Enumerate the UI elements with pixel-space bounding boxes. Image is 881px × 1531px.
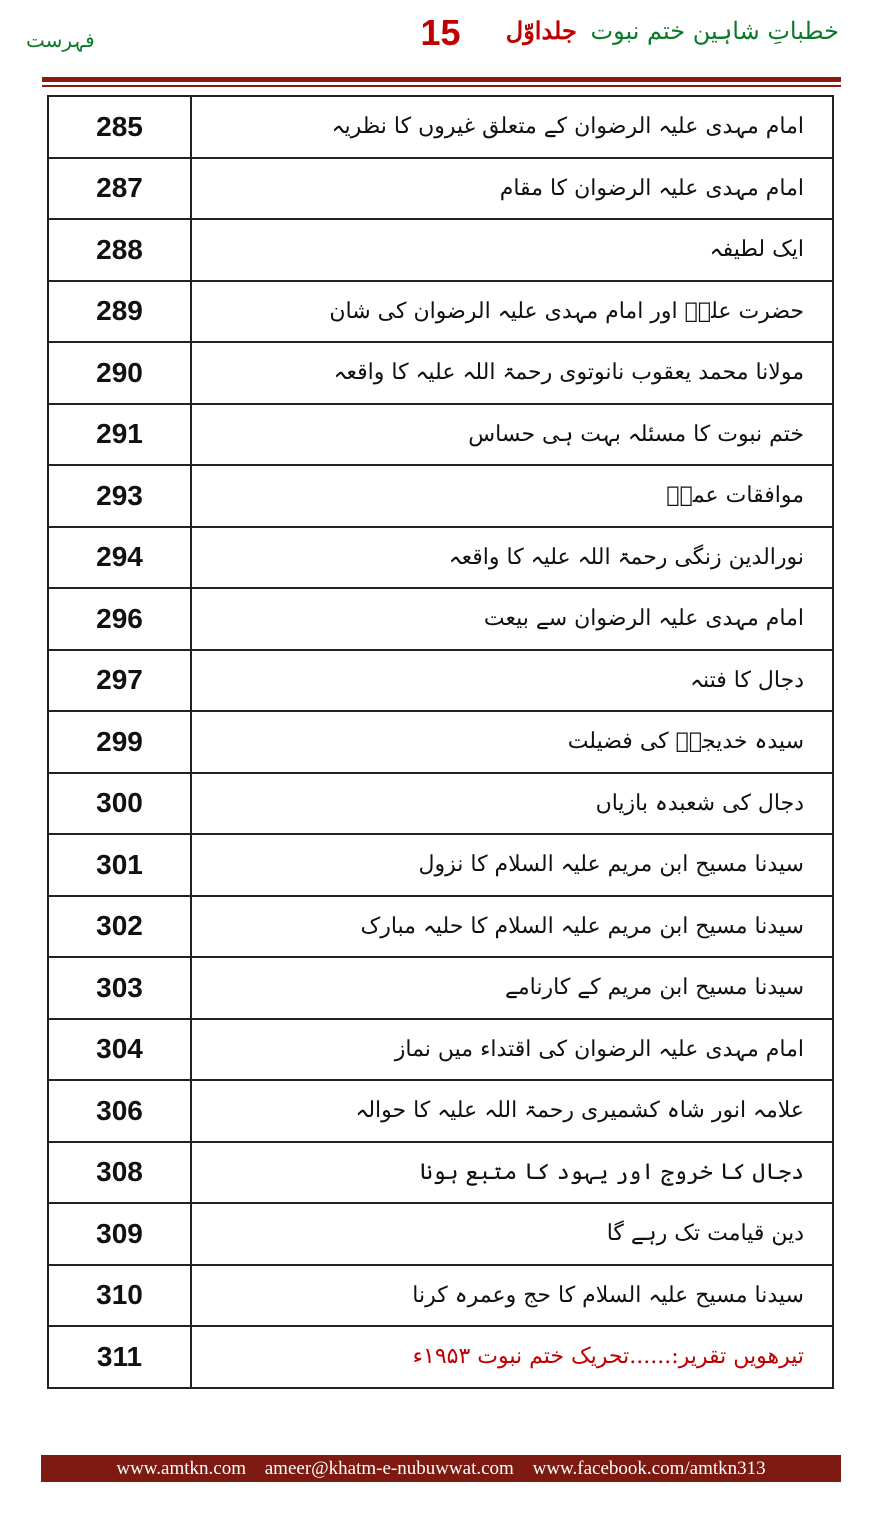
toc-page-number: 297 bbox=[48, 650, 191, 712]
toc-entry-title: دین قیامت تک رہے گا bbox=[191, 1203, 833, 1265]
table-row[interactable] bbox=[48, 1142, 833, 1204]
toc-page-number: 296 bbox=[48, 588, 191, 650]
table-row[interactable] bbox=[48, 1203, 833, 1265]
table-row[interactable] bbox=[48, 773, 833, 835]
book-title-text: خطباتِ شاہین ختم نبوت bbox=[590, 17, 839, 45]
toc-entry-title: حضرت علیؓ اور امام مہدی علیہ الرضوان کی شان bbox=[191, 281, 833, 343]
table-row[interactable] bbox=[48, 96, 833, 158]
header-divider bbox=[42, 77, 841, 82]
toc-page-number: 309 bbox=[48, 1203, 191, 1265]
toc-entry-title: دجال کا خروج اور یہود کا متبع ہونا bbox=[191, 1142, 833, 1204]
toc-page-number: 293 bbox=[48, 465, 191, 527]
toc-entry-title: سیدنا مسیح ابن مریم علیہ السلام کا حلیہ مبارک bbox=[191, 896, 833, 958]
table-row[interactable] bbox=[48, 527, 833, 589]
toc-entry-title: امام مہدی علیہ الرضوان سے بیعت bbox=[191, 588, 833, 650]
table-row[interactable] bbox=[48, 1326, 833, 1388]
table-row[interactable] bbox=[48, 650, 833, 712]
toc-entry-title: دجال کا فتنہ bbox=[191, 650, 833, 712]
table-row[interactable] bbox=[48, 465, 833, 527]
table-row[interactable] bbox=[48, 1019, 833, 1081]
table-row[interactable] bbox=[48, 957, 833, 1019]
toc-entry-title: نورالدین زنگی رحمۃ اللہ علیہ کا واقعہ bbox=[191, 527, 833, 589]
toc-page-number: 294 bbox=[48, 527, 191, 589]
table-row[interactable] bbox=[48, 711, 833, 773]
toc-entry-title: سیدہ خدیجہؓ کی فضیلت bbox=[191, 711, 833, 773]
toc-page-number: 287 bbox=[48, 158, 191, 220]
toc-page-number: 311 bbox=[48, 1326, 191, 1388]
toc-page-number: 304 bbox=[48, 1019, 191, 1081]
section-title: فہرست bbox=[26, 28, 95, 52]
page-number: 15 bbox=[420, 12, 461, 53]
volume-label: جلداوّل bbox=[505, 16, 577, 45]
table-row[interactable] bbox=[48, 219, 833, 281]
toc-page-number: 310 bbox=[48, 1265, 191, 1327]
facebook-link[interactable]: www.facebook.com/amtkn313 bbox=[532, 1458, 766, 1479]
table-row[interactable] bbox=[48, 896, 833, 958]
toc-page-number: 308 bbox=[48, 1142, 191, 1204]
toc-page-number: 302 bbox=[48, 896, 191, 958]
table-row[interactable] bbox=[48, 281, 833, 343]
toc-entry-title: علامہ انور شاہ کشمیری رحمۃ اللہ علیہ کا حوالہ bbox=[191, 1080, 833, 1142]
table-row[interactable] bbox=[48, 404, 833, 466]
toc-page-number: 299 bbox=[48, 711, 191, 773]
toc-entry-title: ایک لطیفہ bbox=[191, 219, 833, 281]
email-link[interactable]: ameer@khatm-e-nubuwwat.com bbox=[264, 1458, 514, 1479]
table-row[interactable] bbox=[48, 1080, 833, 1142]
toc-entry-title: تیرھویں تقریر:......تحریک ختم نبوت ۱۹۵۳ء bbox=[191, 1326, 833, 1388]
table-row[interactable] bbox=[48, 834, 833, 896]
website-link[interactable]: www.amtkn.com bbox=[116, 1458, 246, 1479]
toc-page-number: 303 bbox=[48, 957, 191, 1019]
toc-entry-title: امام مہدی علیہ الرضوان کا مقام bbox=[191, 158, 833, 220]
toc-entry-title: مولانا محمد یعقوب نانوتوی رحمۃ اللہ علیہ کا واقعہ bbox=[191, 342, 833, 404]
toc-entry-title: ختم نبوت کا مسئلہ بہت ہی حساس bbox=[191, 404, 833, 466]
table-of-contents bbox=[47, 95, 834, 1389]
toc-page-number: 289 bbox=[48, 281, 191, 343]
toc-entry-title: سیدنا مسیح ابن مریم کے کارنامے bbox=[191, 957, 833, 1019]
toc-entry-title: امام مہدی علیہ الرضوان کے متعلق غیروں کا نظریہ bbox=[191, 96, 833, 158]
toc-entry-title: موافقات عمرؓ bbox=[191, 465, 833, 527]
table-row[interactable] bbox=[48, 342, 833, 404]
toc-page-number: 300 bbox=[48, 773, 191, 835]
page-footer bbox=[41, 1455, 841, 1482]
table-row[interactable] bbox=[48, 158, 833, 220]
header-divider-thin bbox=[42, 85, 841, 87]
toc-page-number: 301 bbox=[48, 834, 191, 896]
toc-body bbox=[48, 96, 833, 1388]
toc-entry-title: سیدنا مسیح ابن مریم علیہ السلام کا نزول bbox=[191, 834, 833, 896]
toc-page-number: 288 bbox=[48, 219, 191, 281]
toc-page-number: 285 bbox=[48, 96, 191, 158]
toc-page-number: 291 bbox=[48, 404, 191, 466]
toc-entry-title: سیدنا مسیح علیہ السلام کا حج وعمرہ کرنا bbox=[191, 1265, 833, 1327]
toc-entry-title: دجال کی شعبدہ بازیاں bbox=[191, 773, 833, 835]
toc-page-number: 290 bbox=[48, 342, 191, 404]
table-row[interactable] bbox=[48, 1265, 833, 1327]
toc-entry-title: امام مہدی علیہ الرضوان کی اقتداء میں نماز bbox=[191, 1019, 833, 1081]
toc-page-number: 306 bbox=[48, 1080, 191, 1142]
table-row[interactable] bbox=[48, 588, 833, 650]
